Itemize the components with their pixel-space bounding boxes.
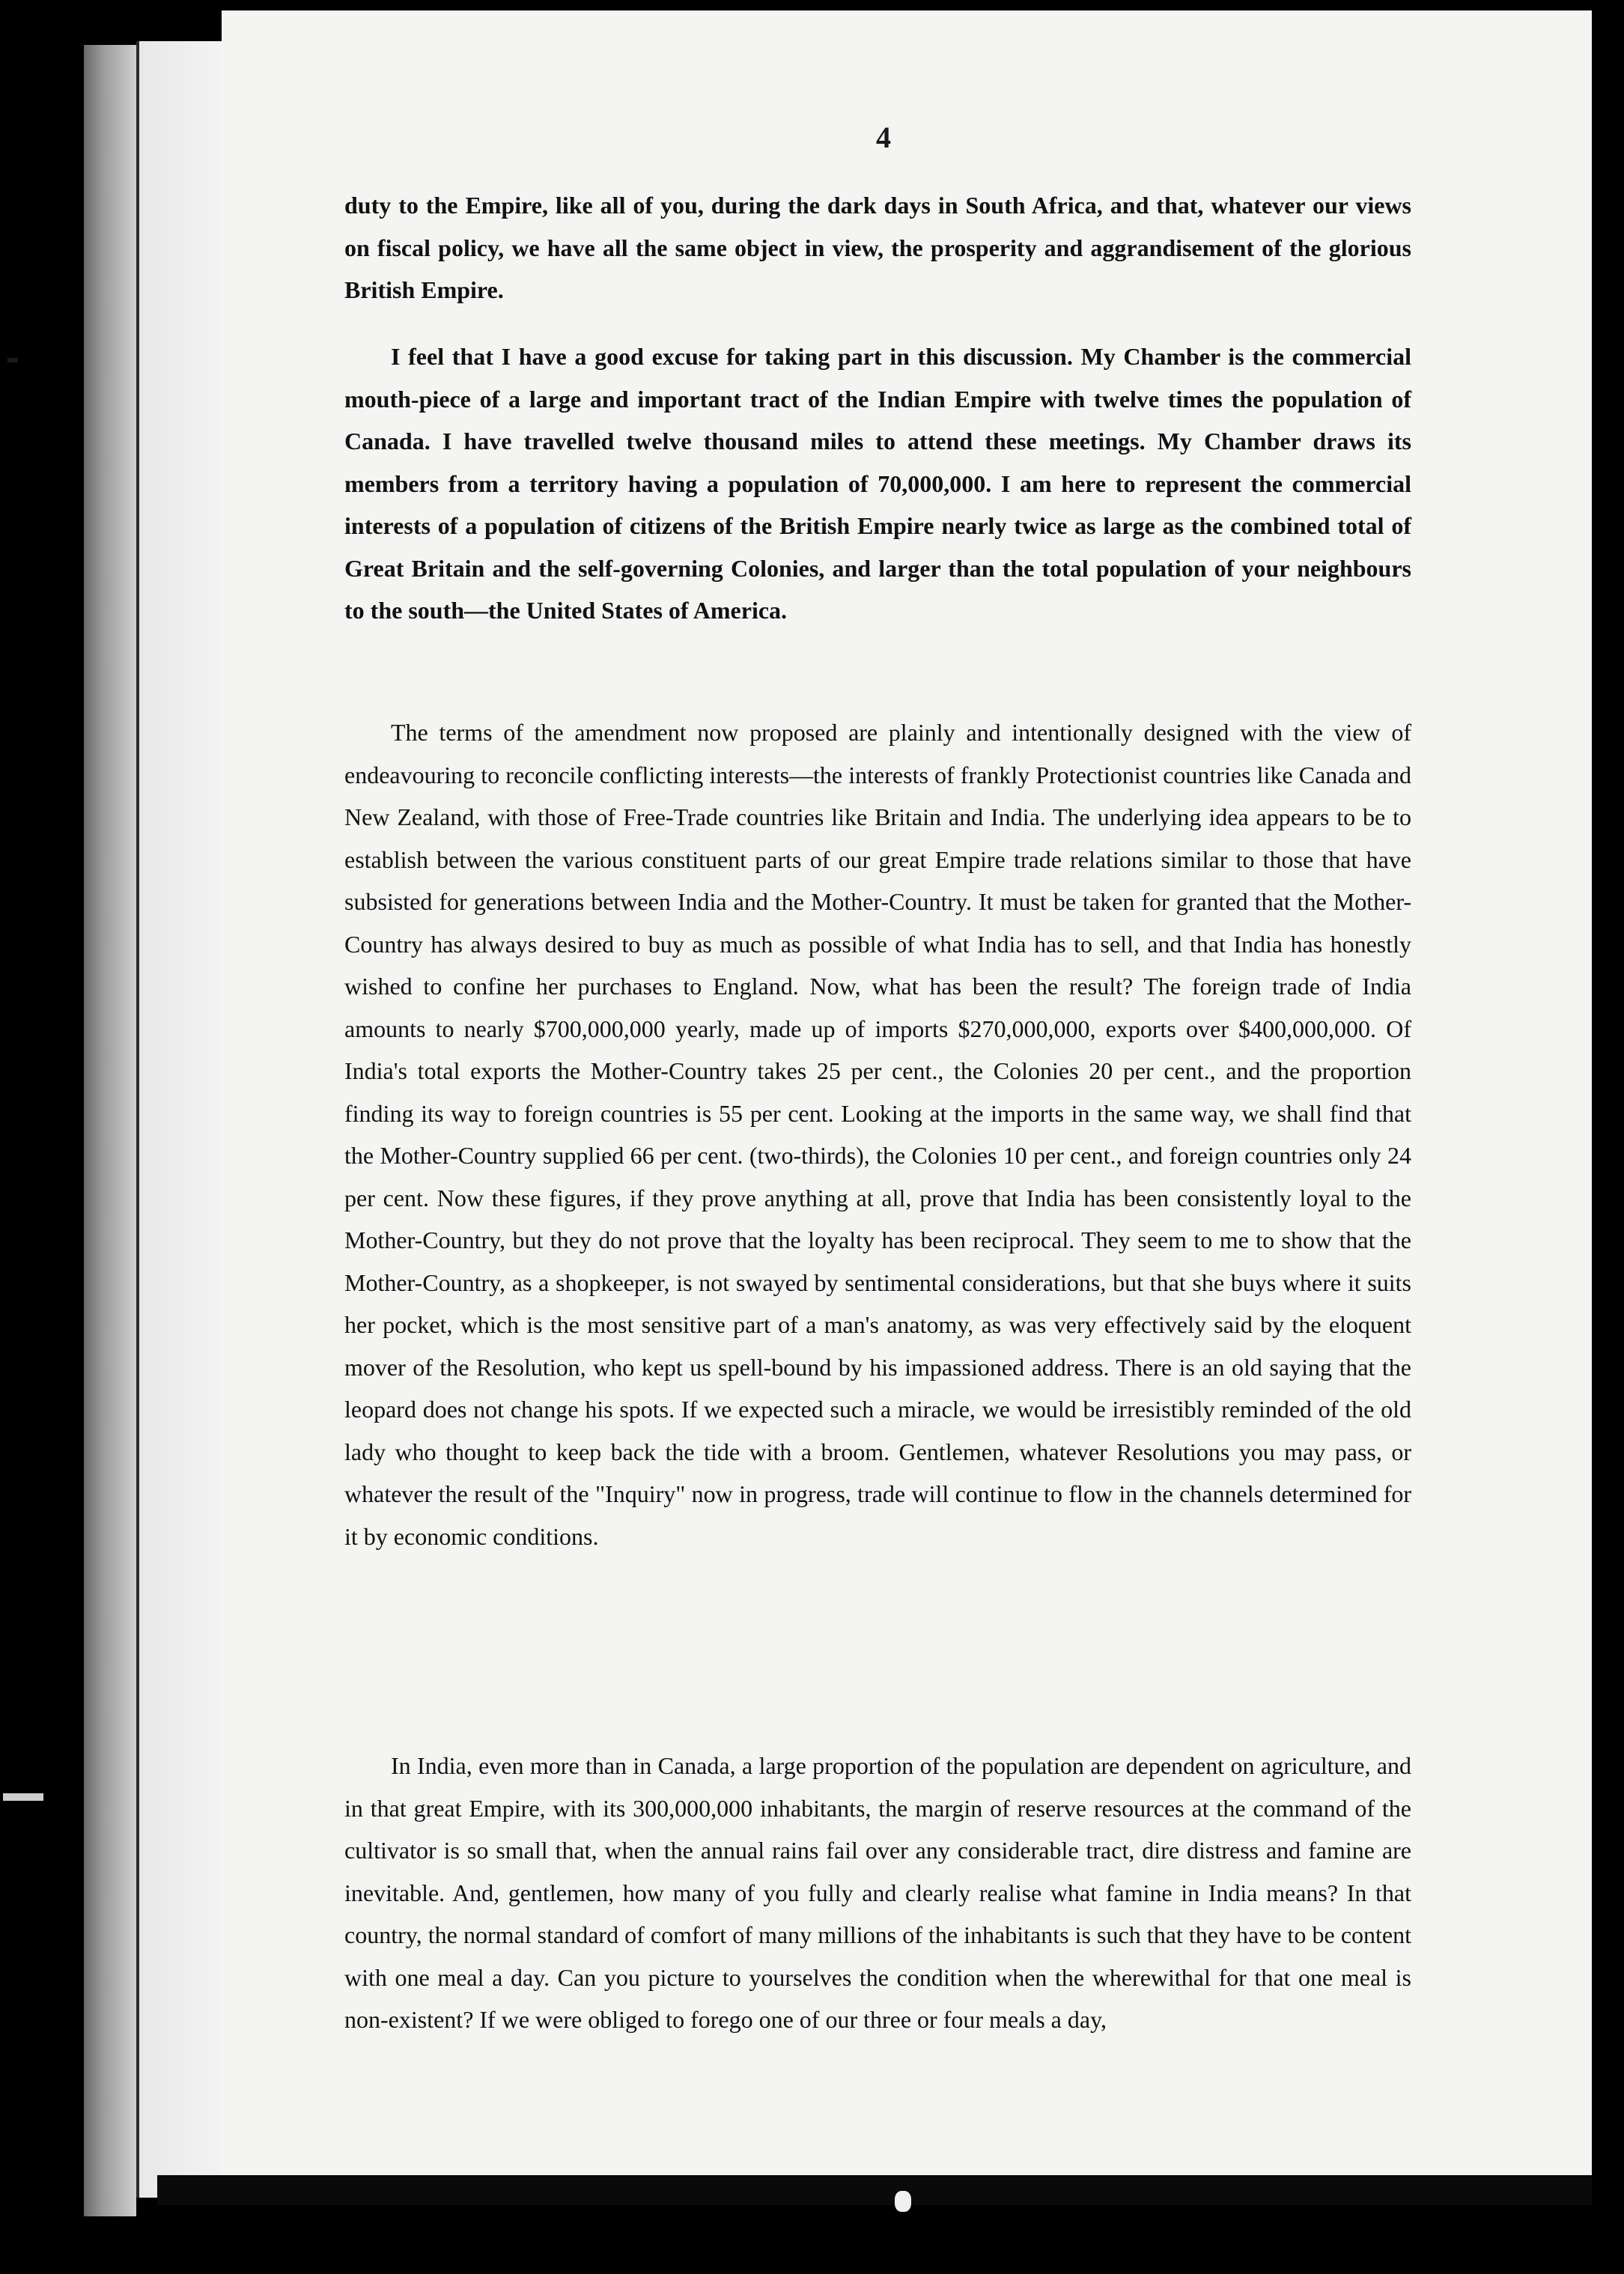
paragraph-chamber-representation (344, 335, 1411, 632)
scan-speck-mark (895, 2191, 911, 2212)
paragraph-continuation (344, 184, 1411, 311)
scan-right-edge (1592, 10, 1624, 2274)
paragraph-famine-india (344, 1745, 1411, 2041)
scan-speck-mark (3, 1793, 43, 1801)
paragraph-amendment-terms (344, 711, 1411, 1557)
page-number: 4 (876, 121, 891, 154)
paragraph-text: duty to the Empire, like all of you, during the dark days in South Africa, and that, whatever our views on fiscal policy, we have all the same object in view, the prosperity and aggrandisement of the glorious British Empire. (344, 192, 1411, 303)
scan-speck-mark (7, 358, 18, 362)
paragraph-text: In India, even more than in Canada, a large proportion of the population are dependent on agriculture, and in that great Empire, with its 300,000,000 inhabitants, the margin of reserve resources at the command of the cultivator is so small that, when the annual rains fail over any considerable tract, dire distress and famine are inevitable. And, gentlemen, how many of you fully and clearly realise what famine in India means? In that country, the normal standard of comfort of many millions of the inhabitants is such that they have to be content with one meal a day. Can you picture to yourselves the condition when the wherewithal for that one meal is non-existent? If we were obliged to forego one of our three or four meals a day, (344, 1752, 1411, 2033)
scan-bottom-shadow (157, 2175, 1595, 2205)
paragraph-text: I feel that I have a good excuse for taking part in this discussion. My Chamber is the commercial mouth-piece of a large and important tract of the Indian Empire with twelve times the population of Canada. I have travelled twelve thousand miles to attend these meetings. My Chamber draws its members from a territory having a population of 70,000,000. I am here to represent the commercial interests of a population of citizens of the British Empire nearly twice as large as the combined total of Great Britain and the self-governing Colonies, and larger than the total population of your neighbours to the south—the United States of America. (344, 343, 1411, 624)
paragraph-text: The terms of the amendment now proposed are plainly and intentionally designed with the view of endeavouring to reconcile conflicting interests—the interests of frankly Protectionist countries like Canada and New Zealand, with those of Free-Trade countries like Britain and India. The underlying idea appears to be to establish between the various constituent parts of our great Empire trade relations similar to those that have subsisted for generations between India and the Mother-Country. It must be taken for granted that the Mother-Country has always desired to buy as much as possible of what India has to sell, and that India has honestly wished to confine her purchases to England. Now, what has been the result? The foreign trade of India amounts to nearly $700,000,000 yearly, made up of imports $270,000,000, exports over $400,000,000. Of India's total exports the Mother-Country takes 25 per cent., the Colonies 20 per cent., and the proportion finding its way to foreign countries is 55 per cent. Looking at the imports in the same way, we shall find that the Mother-Country supplied 66 per cent. (two-thirds), the Colonies 10 per cent., and foreign countries only 24 per cent. Now these figures, if they prove anything at all, prove that India has been consistently loyal to the Mother-Country, but they do not prove that the loyalty has been reciprocal. They seem to me to show that the Mother-Country, as a shopkeeper, is not swayed by sentimental considerations, but that she buys where it suits her pocket, which is the most sensitive part of a man's anatomy, as was very effectively said by the eloquent mover of the Resolution, who kept us spell-bound by his impassioned address. There is an old saying that the leopard does not change his spots. If we expected such a miracle, we would be irresistibly reminded of the old lady who thought to keep back the tide with a broom. Gentlemen, whatever Resolutions you may pass, or whatever the result of the "Inquiry" now in progress, trade will continue to flow in the channels determined for it by economic conditions. (344, 719, 1411, 1550)
scan-underlying-page (136, 41, 222, 2198)
scan-left-margin-strip (84, 45, 136, 2216)
